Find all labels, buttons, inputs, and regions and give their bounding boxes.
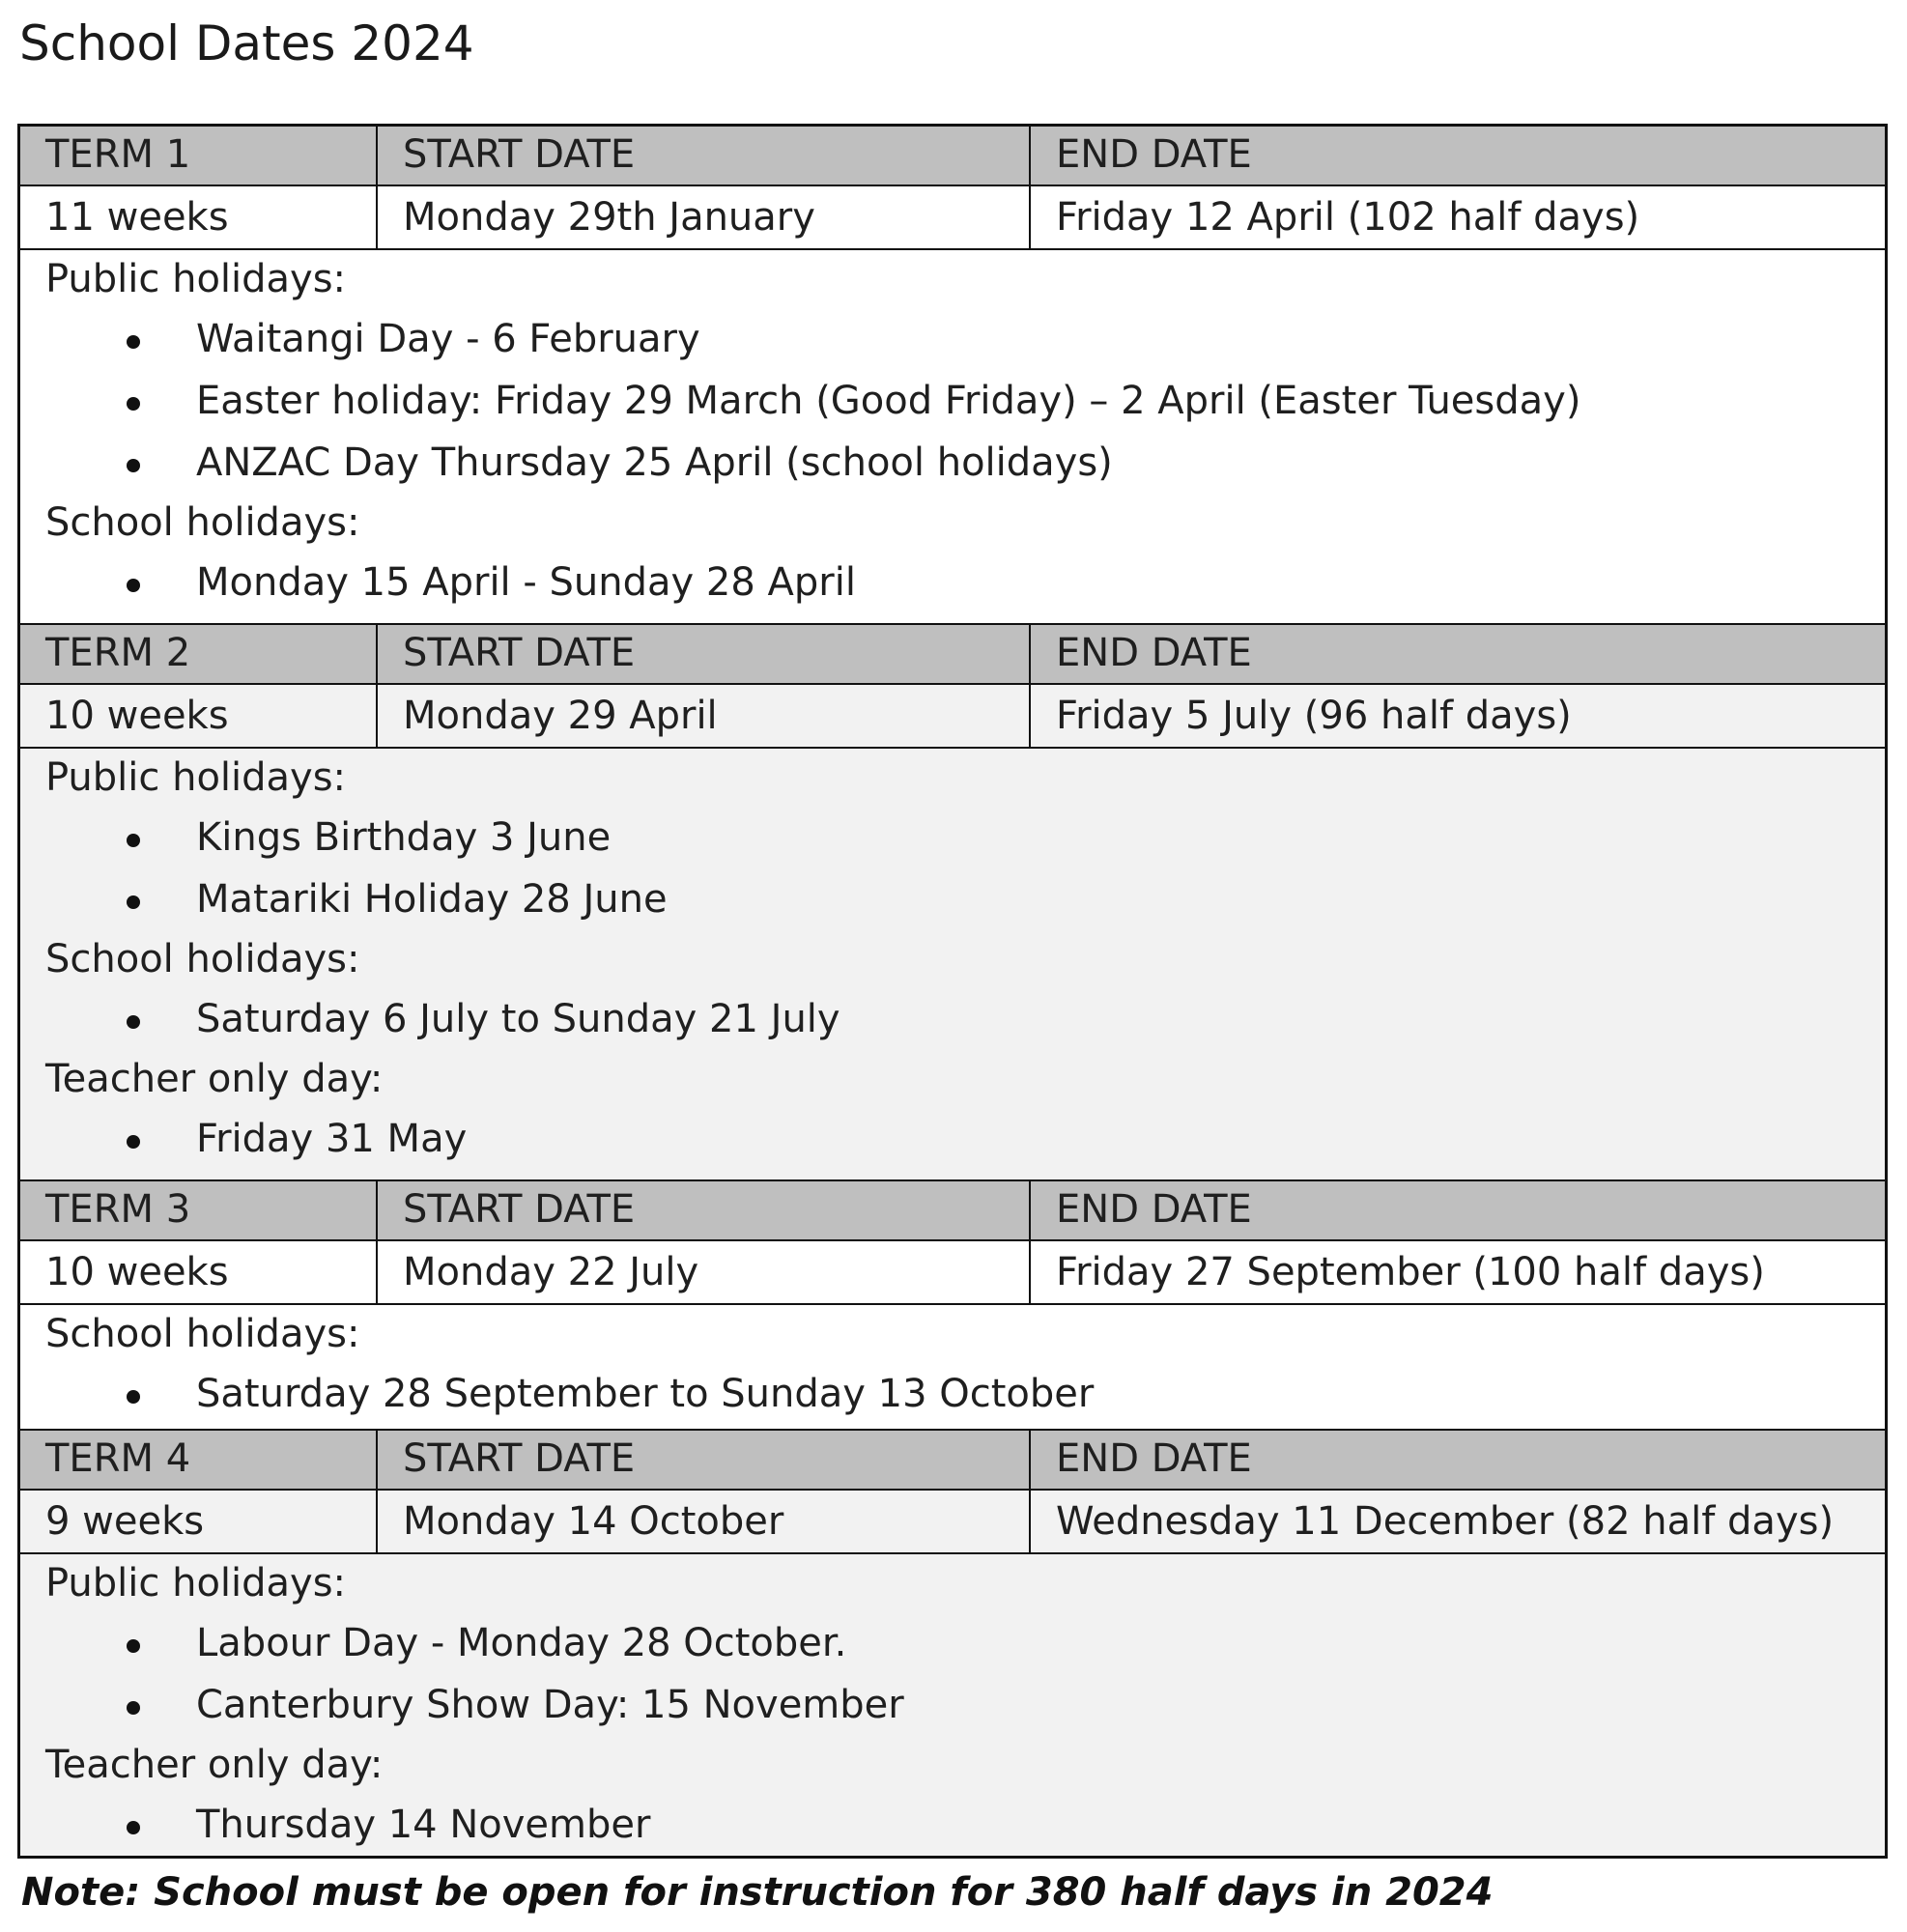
- bullet-icon: [127, 1639, 140, 1653]
- bullet-icon: [127, 1015, 140, 1029]
- footnote: Note: School must be open for instruction for 380 half days in 2024: [21, 1870, 1494, 1915]
- term-length: 10 weeks: [20, 685, 378, 747]
- list-item: [45, 807, 1885, 868]
- start-date-header: START DATE: [378, 625, 1031, 683]
- list-item-text: Monday 15 April - Sunday 28 April: [196, 560, 856, 605]
- term-details: [20, 1554, 1885, 1856]
- term-block-1: [20, 127, 1885, 625]
- term-details: [20, 1305, 1885, 1431]
- term-header-row: [20, 1431, 1885, 1491]
- list-item-text: Saturday 28 September to Sunday 13 October: [196, 1372, 1095, 1416]
- list-item: [45, 370, 1885, 432]
- term-name: TERM 4: [20, 1431, 378, 1489]
- list-item-text: Easter holiday: Friday 29 March (Good Friday) – 2 April (Easter Tuesday): [196, 379, 1581, 423]
- list-item-text: Saturday 6 July to Sunday 21 July: [196, 997, 840, 1041]
- list-item: [45, 432, 1885, 494]
- section-label: School holidays:: [45, 1312, 360, 1356]
- term-block-3: [20, 1181, 1885, 1431]
- term-name: TERM 1: [20, 127, 378, 185]
- term-dates-row: [20, 186, 1885, 250]
- term-dates-row: [20, 1241, 1885, 1305]
- term-length: 9 weeks: [20, 1491, 378, 1552]
- term-name: TERM 2: [20, 625, 378, 683]
- term-header-row: [20, 127, 1885, 186]
- list-item-text: Kings Birthday 3 June: [196, 815, 612, 860]
- section-label: Public holidays:: [45, 257, 347, 301]
- list-item: [45, 552, 1885, 613]
- term-block-4: [20, 1431, 1885, 1856]
- term-details: [20, 749, 1885, 1181]
- start-date: Monday 22 July: [378, 1241, 1031, 1303]
- list-item-text: Thursday 14 November: [196, 1803, 651, 1847]
- list-item: [45, 868, 1885, 930]
- list-item: [45, 1674, 1885, 1736]
- list-item-text: Friday 31 May: [196, 1117, 468, 1161]
- bullet-icon: [127, 895, 140, 909]
- bullet-icon: [127, 335, 140, 349]
- list-item-text: Labour Day - Monday 28 October.: [196, 1621, 847, 1665]
- bullet-icon: [127, 397, 140, 411]
- list-item-text: Waitangi Day - 6 February: [196, 317, 700, 361]
- list-item: [45, 988, 1885, 1050]
- bullet-icon: [127, 1135, 140, 1149]
- term-header-row: [20, 625, 1885, 685]
- bullet-icon: [127, 834, 140, 847]
- list-item: [45, 1612, 1885, 1674]
- term-dates-row: [20, 685, 1885, 749]
- start-date-header: START DATE: [378, 1181, 1031, 1239]
- term-block-2: [20, 625, 1885, 1181]
- list-item-text: Canterbury Show Day: 15 November: [196, 1683, 904, 1727]
- term-length: 10 weeks: [20, 1241, 378, 1303]
- bullet-icon: [127, 1390, 140, 1404]
- start-date-header: START DATE: [378, 1431, 1031, 1489]
- section-label: Teacher only day:: [45, 1743, 384, 1787]
- section-label: Teacher only day:: [45, 1057, 384, 1101]
- bullet-icon: [127, 1701, 140, 1715]
- end-date-header: END DATE: [1056, 132, 1252, 177]
- bullet-icon: [127, 459, 140, 472]
- term-name: TERM 3: [20, 1181, 378, 1239]
- list-item-text: Matariki Holiday 28 June: [196, 877, 668, 922]
- section-label: Public holidays:: [45, 755, 347, 800]
- end-date: Friday 5 July (96 half days): [1056, 694, 1572, 738]
- start-date: Monday 29 April: [378, 685, 1031, 747]
- bullet-icon: [127, 1821, 140, 1834]
- start-date: Monday 29th January: [378, 186, 1031, 248]
- list-item: [45, 1794, 1885, 1856]
- end-date-header: END DATE: [1056, 1436, 1252, 1481]
- end-date: Wednesday 11 December (82 half days): [1056, 1499, 1835, 1544]
- term-length: 11 weeks: [20, 186, 378, 248]
- term-details: [20, 250, 1885, 625]
- start-date-header: START DATE: [378, 127, 1031, 185]
- section-label: School holidays:: [45, 937, 360, 981]
- start-date: Monday 14 October: [378, 1491, 1031, 1552]
- section-label: Public holidays:: [45, 1561, 347, 1605]
- end-date: Friday 12 April (102 half days): [1056, 195, 1640, 240]
- section-label: School holidays:: [45, 500, 360, 545]
- bullet-icon: [127, 579, 140, 592]
- end-date: Friday 27 September (100 half days): [1056, 1250, 1765, 1294]
- page-title: School Dates 2024: [19, 15, 474, 71]
- term-header-row: [20, 1181, 1885, 1241]
- end-date-header: END DATE: [1056, 631, 1252, 675]
- school-dates-table: [17, 124, 1888, 1859]
- term-dates-row: [20, 1491, 1885, 1554]
- list-item: [45, 308, 1885, 370]
- end-date-header: END DATE: [1056, 1187, 1252, 1232]
- list-item: [45, 1363, 1885, 1425]
- list-item: [45, 1108, 1885, 1170]
- list-item-text: ANZAC Day Thursday 25 April (school holidays): [196, 440, 1113, 485]
